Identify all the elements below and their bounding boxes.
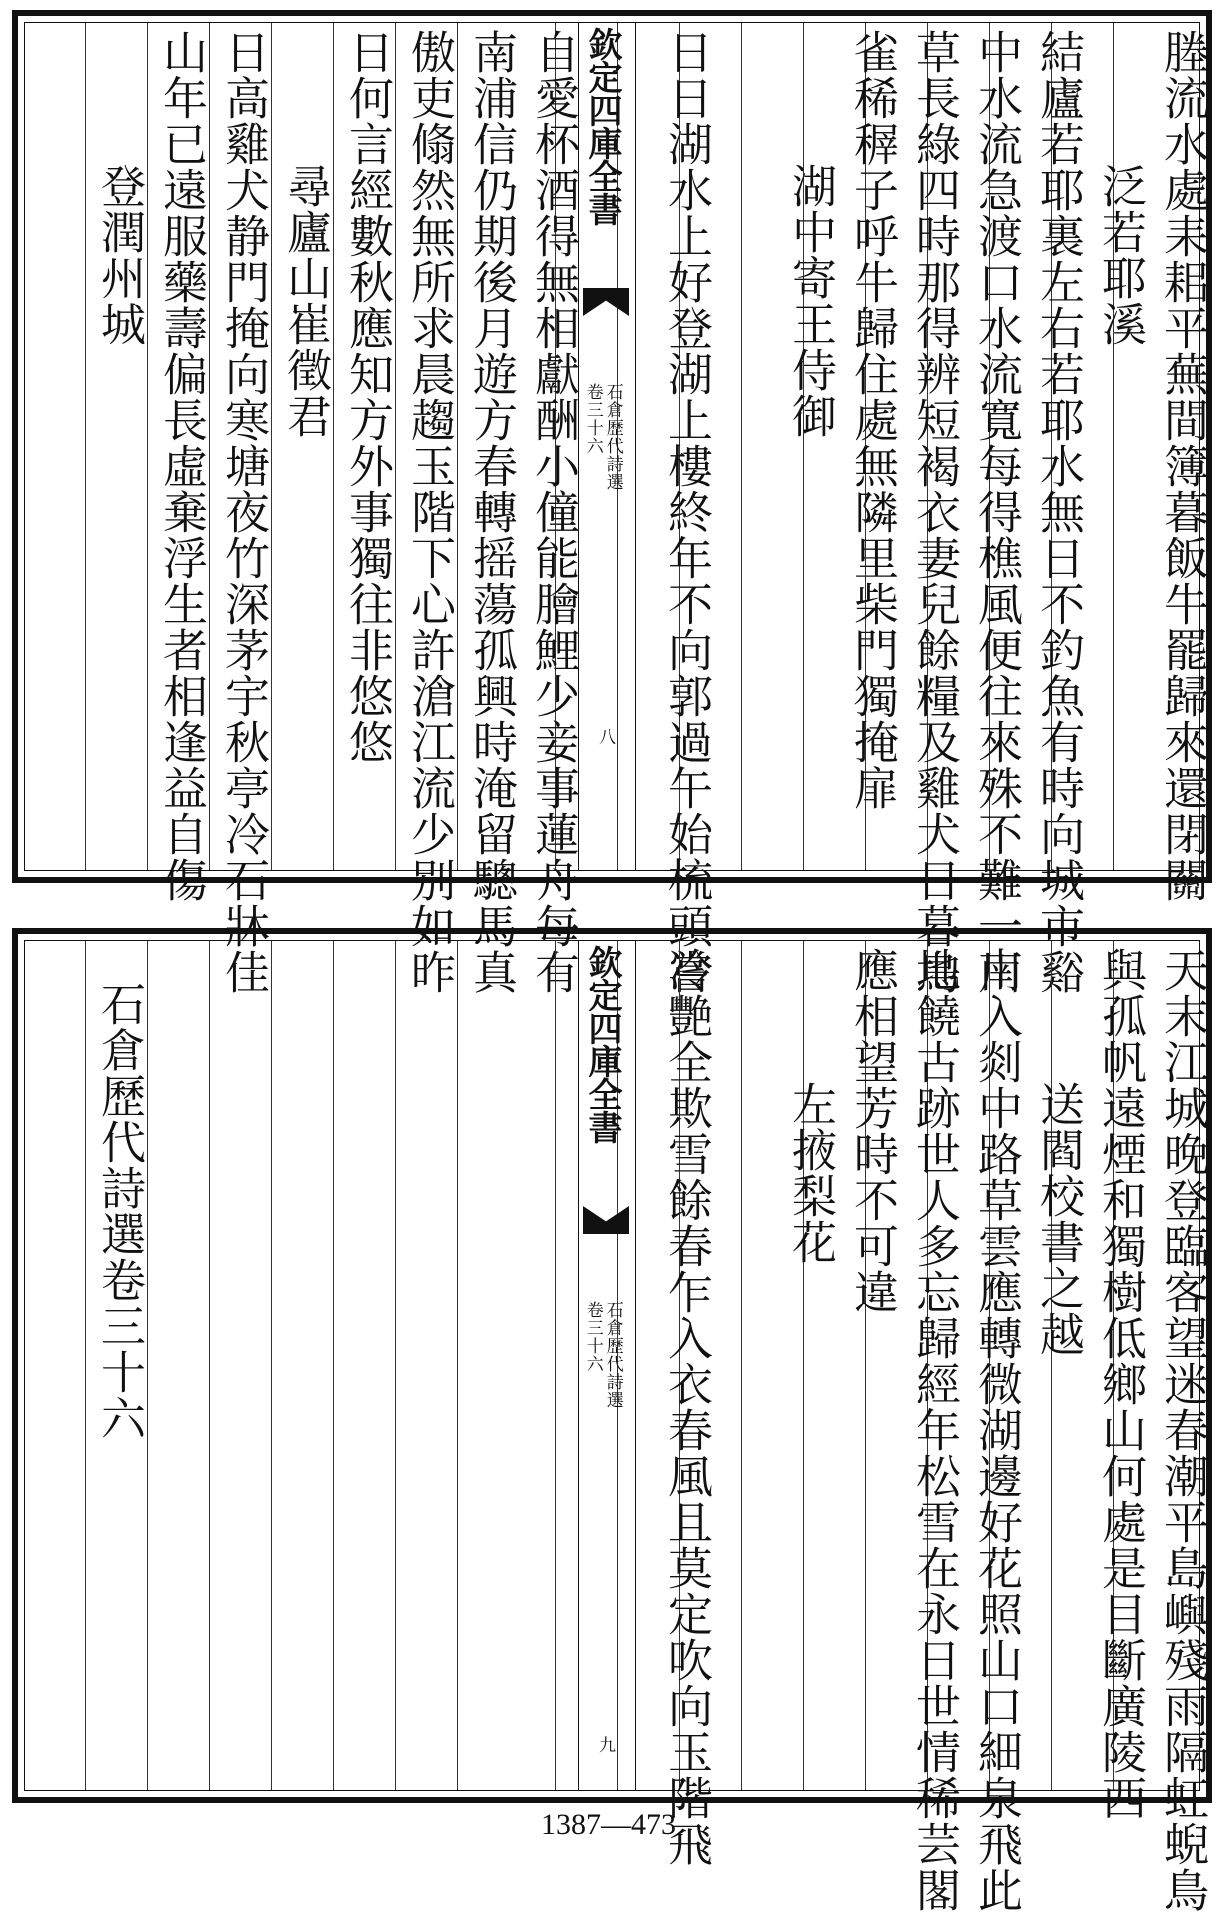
volume-label: 卷三十六 [582,383,603,455]
text-column: 草長綠四時那得辨短褐衣妻兒餘糧及雞犬日暮鳥 [908,29,961,995]
column-rule [803,23,804,870]
poem-title: 送閻校書之越 [1032,1081,1085,1357]
column-rule [147,941,148,1790]
source-title: 石倉歷代詩選 [602,1301,623,1409]
footer-page-code: 1387—473 [541,1808,676,1841]
column-rule [271,941,272,1790]
column-rule [333,941,334,1790]
fish-tail-mark [583,288,629,316]
column-rule [555,941,556,1790]
page-number: 八 [599,728,616,748]
library-title: 欽定四庫全書 [582,945,622,1143]
text-column: 日日湖水上好登湖上樓終年不向郭過午始梳頭嘗 [660,29,713,995]
text-column: 結廬若耶裏左右若耶水無日不釣魚有時向城市谿 [1032,29,1085,995]
column-rule [1113,23,1114,870]
column-rule [395,941,396,1790]
text-column: 冷艷全欺雪餘春乍入衣春風且莫定吹向玉階飛 [660,947,713,1867]
text-column: 日何言經數秋應知方外事獨往非悠悠 [341,29,394,765]
volume-end-title: 石倉歷代詩選卷三十六 [93,981,146,1441]
text-column: 山年已遠服藥壽偏長虛棄浮生者相逢益自傷 [155,29,208,903]
poem-title: 左掖梨花 [784,1081,837,1265]
top-page [12,10,1212,995]
text-column: 日高雞犬静門掩向寒塘夜竹深茅宇秋亭冷石牀佳 [217,29,270,995]
library-title: 欽定四庫全書 [582,27,622,225]
fish-tail-mark [583,1206,629,1234]
text-column: 應相望芳時不可違 [846,947,899,1315]
column-rule [457,941,458,1790]
column-rule [209,941,210,1790]
column-rule [741,941,742,1790]
text-column: 自愛杯酒得無相獻酬小僮能膾鯉少妾事蓮舟每有 [527,29,580,995]
center-gutter [578,941,636,1790]
page-number: 九 [599,1736,616,1756]
poem-title: 尋廬山崔徵君 [279,163,332,439]
poem-title: 湖中寄王侍御 [784,163,837,439]
source-title: 石倉歷代詩選 [602,383,623,491]
text-column: 地饒古跡世人多忘歸經年松雪在永日世情稀芸閣 [908,947,961,1913]
poem-title: 登潤州城 [93,163,146,347]
text-column: 中水流急渡口水流寬每得樵風便往來殊不難一川 [970,29,1023,995]
top-page-frame [24,22,1209,995]
text-column: 天末江城晚登臨客望迷春潮平島嶼殘雨隔虹蜺鳥 [1156,947,1209,1913]
column-rule [271,23,272,870]
text-column: 南浦信仍期後月遊方春轉摇蕩孤興時淹留驄馬真 [465,29,518,995]
column-rule [741,23,742,870]
poem-title: 泛若耶溪 [1094,163,1147,347]
volume-label: 卷三十六 [582,1301,603,1373]
column-rule [803,941,804,1790]
text-column: 與孤帆遠煙和獨樹低鄉山何處是目斷廣陵西 [1094,947,1147,1821]
text-column: 南入剡中路草雲應轉微湖邊好花照山口細泉飛此 [970,947,1023,1913]
text-column: 塍流水處耒耜平蕪間簿暮飯牛罷歸來還閉關 [1156,29,1209,903]
text-column: 雀稀稺子呼牛歸住處無隣里柴門獨掩扉 [846,29,899,811]
column-rule [1051,941,1052,1790]
column-rule [85,23,86,870]
center-gutter [578,23,636,870]
text-column: 傲吏翛然無所求晨趨玉階下心許滄江流少别如昨 [403,29,456,995]
